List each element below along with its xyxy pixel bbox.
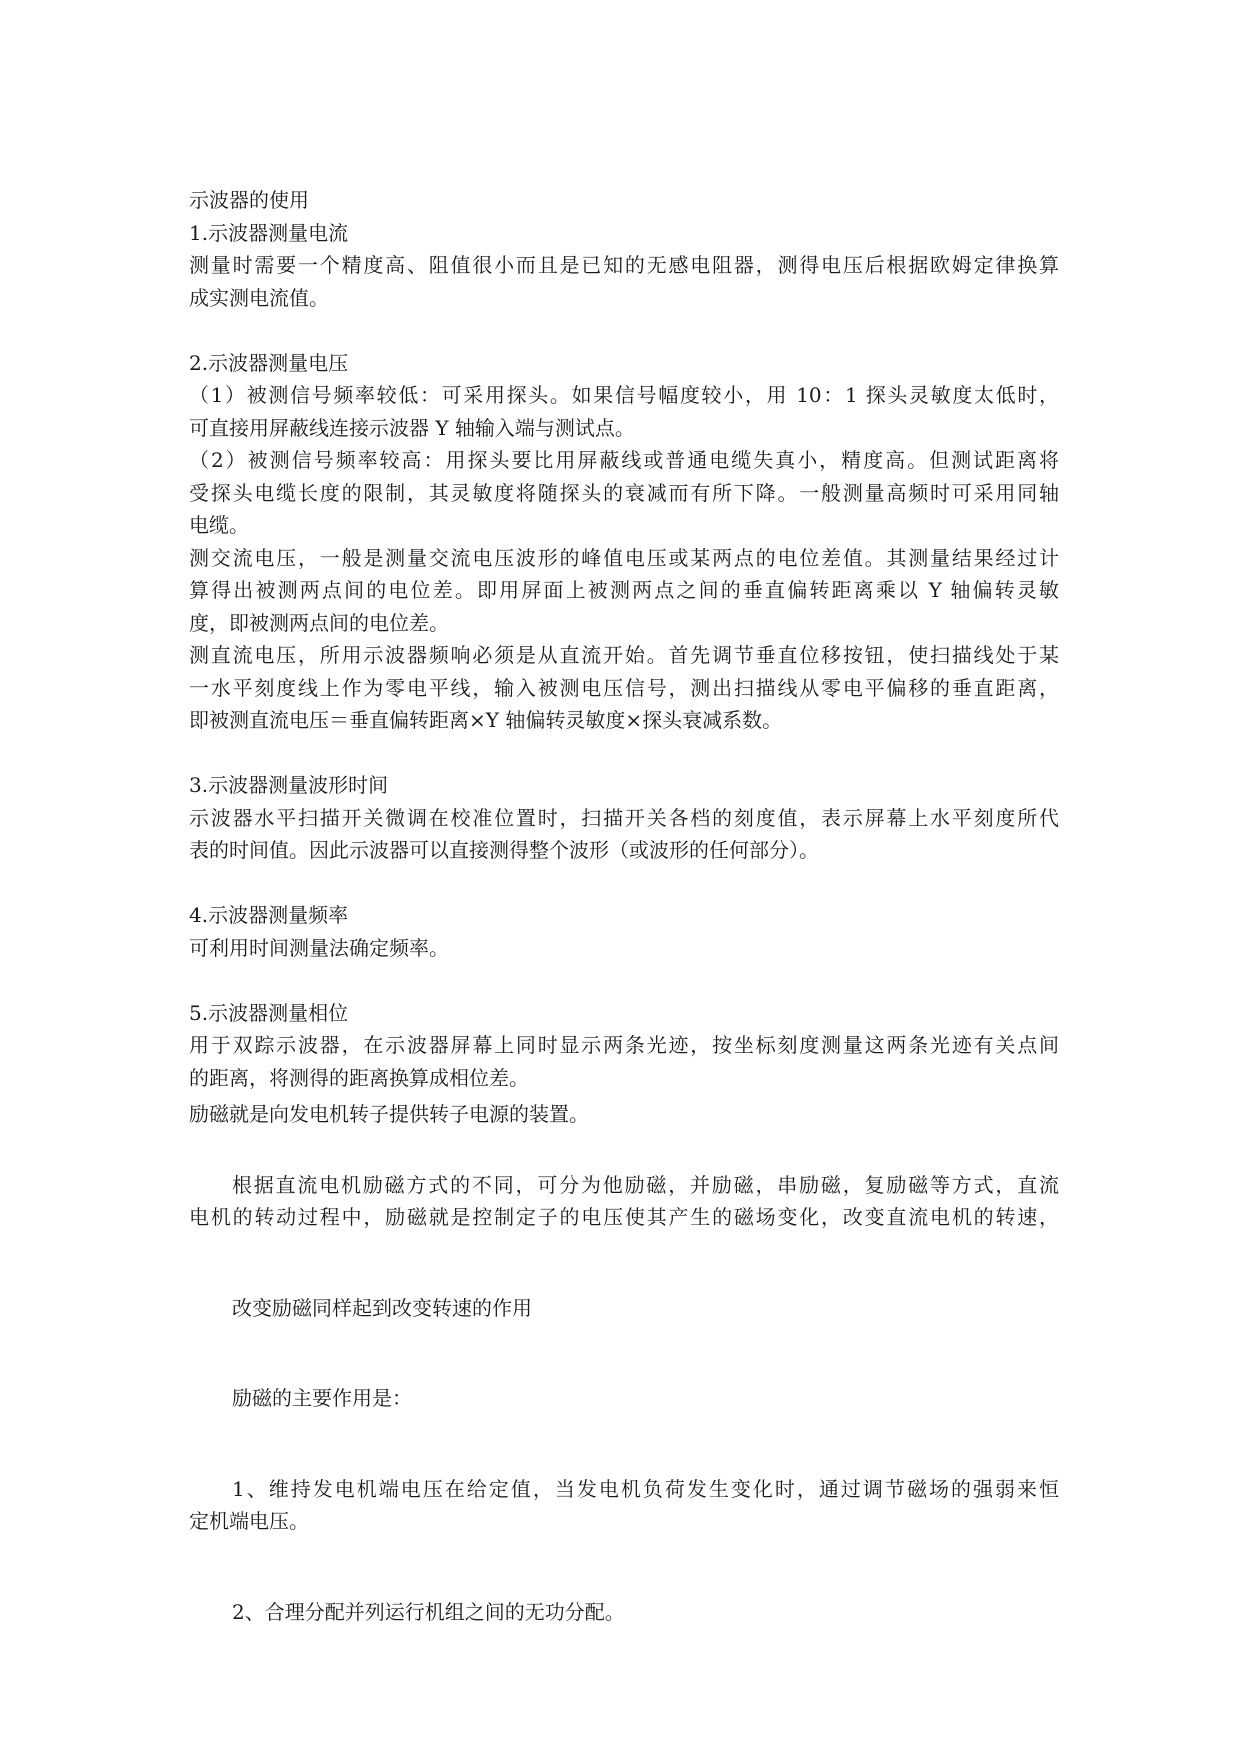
paragraph-line: 表的时间值。因此示波器可以直接测得整个波形（或波形的任何部分）。 <box>189 838 819 862</box>
paragraph-line: （1）被测信号频率较低：可采用探头。如果信号幅度较小，用 10：1 探头灵敏度太低时， <box>189 383 1059 407</box>
paragraph-line: 根据直流电机励磁方式的不同，可分为他励磁，并励磁，串励磁，复励磁等方式，直流 <box>232 1172 1059 1197</box>
paragraph-line: 度，即被测两点间的电位差。 <box>189 610 449 635</box>
paragraph-line: 测交流电压，一般是测量交流电压波形的峰值电压或某两点的电位差值。其测量结果经过计 <box>189 545 1059 570</box>
doc-title: 示波器的使用 <box>189 188 309 212</box>
section-heading: 2.示波器测量电压 <box>189 350 349 375</box>
section-heading: 4.示波器测量频率 <box>189 903 349 927</box>
list-item: 2、合理分配并列运行机组之间的无功分配。 <box>232 1599 625 1624</box>
paragraph-line: 即被测直流电压＝垂直偏转距离×Y 轴偏转灵敏度×探头衰减系数。 <box>189 708 783 732</box>
paragraph-line: 电机的转动过程中，励磁就是控制定子的电压使其产生的磁场变化，改变直流电机的转速， <box>189 1205 1059 1229</box>
list-item: 1、维持发电机端电压在给定值，当发电机负荷发生变化时，通过调节磁场的强弱来恒 <box>232 1476 1059 1501</box>
paragraph-line: 可直接用屏蔽线连接示波器 Y 轴输入端与测试点。 <box>189 415 635 440</box>
paragraph-line: 用于双踪示波器，在示波器屏幕上同时显示两条光迹，按坐标刻度测量这两条光迹有关点间 <box>189 1033 1059 1057</box>
paragraph-line: （2）被测信号频率较高：用探头要比用屏蔽线或普通电缆失真小，精度高。但测试距离将 <box>189 448 1059 472</box>
list-item: 定机端电压。 <box>189 1509 309 1533</box>
paragraph-line: 励磁就是向发电机转子提供转子电源的装置。 <box>189 1102 589 1126</box>
document-page <box>189 184 1059 1628</box>
paragraph-line: 测直流电压，所用示波器频响必须是从直流开始。首先调节垂直位移按钮，使扫描线处于某 <box>189 643 1059 667</box>
paragraph-line: 测量时需要一个精度高、阻值很小而且是已知的无感电阻器，测得电压后根据欧姆定律换算 <box>189 253 1059 277</box>
paragraph-line: 受探头电缆长度的限制，其灵敏度将随探头的衰减而有所下降。一般测量高频时可采用同轴 <box>189 480 1059 505</box>
section-heading: 1.示波器测量电流 <box>189 220 349 245</box>
section-heading: 5.示波器测量相位 <box>189 1000 349 1025</box>
paragraph-line: 一水平刻度线上作为零电平线，输入被测电压信号，测出扫描线从零电平偏移的垂直距离， <box>189 675 1059 700</box>
paragraph-line: 改变励磁同样起到改变转速的作用 <box>232 1295 532 1320</box>
paragraph-line: 成实测电流值。 <box>189 285 329 310</box>
paragraph-line: 可利用时间测量法确定频率。 <box>189 935 449 960</box>
paragraph-line: 电缆。 <box>189 513 249 537</box>
paragraph-line: 的距离，将测得的距离换算成相位差。 <box>189 1065 529 1090</box>
paragraph-line: 算得出被测两点间的电位差。即用屏面上被测两点之间的垂直偏转距离乘以 Y 轴偏转灵敏 <box>189 578 1059 602</box>
section-heading: 3.示波器测量波形时间 <box>189 773 389 797</box>
paragraph-line: 励磁的主要作用是： <box>232 1386 412 1410</box>
paragraph-line: 示波器水平扫描开关微调在校准位置时，扫描开关各档的刻度值，表示屏幕上水平刻度所代 <box>189 805 1059 830</box>
